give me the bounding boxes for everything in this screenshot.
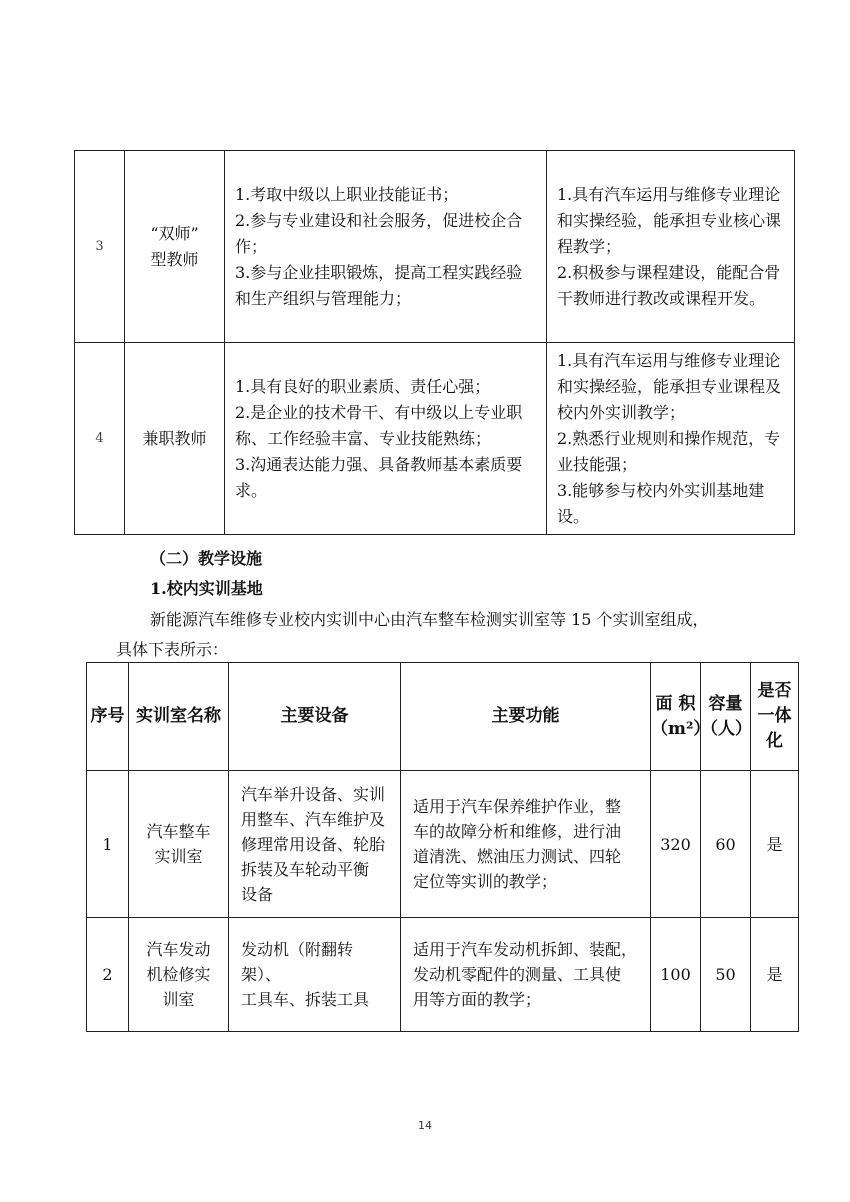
area-value: 320	[651, 771, 701, 918]
intro-paragraph-line: 新能源汽车维修专业校内实训中心由汽车整车检测实训室等 15 个实训室组成，	[150, 610, 709, 629]
equipment-line: 汽车举升设备、实训	[241, 784, 386, 804]
duties-cell	[547, 343, 795, 535]
section-heading: （二）教学设施	[150, 549, 263, 568]
table-row	[87, 918, 799, 1032]
list-item: 3.参与企业挂职锻炼，提高工程实践经验和生产组织与管理能力；	[235, 262, 523, 308]
list-item: 3.能够参与校内外实训基地建设。	[557, 480, 765, 526]
table-header-row	[87, 663, 799, 771]
row-number: 1	[87, 771, 129, 918]
duties-cell	[547, 151, 795, 343]
intro-paragraph-line: 具体下表所示：	[116, 640, 229, 659]
teacher-type	[125, 151, 225, 343]
header-area-line: 面 积	[655, 693, 696, 714]
function-line: 车的故障分析和维修，进行油	[413, 822, 622, 841]
lab-name-line: 机检修实	[146, 965, 211, 984]
list-item: 2.是企业的技术骨干、有中级以上专业职称、工作经验丰富、专业技能熟练；	[235, 402, 523, 448]
equipment-cell	[229, 771, 401, 918]
list-item: 3.沟通表达能力强、具备教师基本素质要求。	[235, 454, 523, 500]
integrated-value: 是	[751, 918, 799, 1032]
row-number: 2	[87, 918, 129, 1032]
function-line: 定位等实训的教学；	[413, 872, 558, 891]
function-cell	[401, 771, 651, 918]
header-integrated	[751, 663, 799, 771]
lab-name	[129, 918, 229, 1032]
list-item: 2.参与专业建设和社会服务，促进校企合作；	[235, 210, 523, 256]
header-equipment: 主要设备	[229, 663, 401, 771]
teacher-type	[125, 343, 225, 535]
list-item: 2.熟悉行业规则和操作规范，专业技能强；	[557, 428, 781, 474]
header-area-line: （m²）	[651, 718, 711, 739]
header-integrated-line: 化	[766, 731, 783, 751]
table-row	[75, 151, 795, 343]
function-line: 适用于汽车保养维护作业，整	[413, 797, 622, 816]
requirements-cell	[225, 151, 547, 343]
training-lab-table	[86, 662, 799, 1032]
function-line: 用等方面的教学；	[413, 990, 542, 1009]
integrated-value: 是	[751, 771, 799, 918]
lab-name	[129, 771, 229, 918]
header-capacity-line: （人）	[701, 718, 752, 739]
page-number: 14	[418, 1119, 432, 1132]
list-item: 1.具有汽车运用与维修专业理论和实操经验，能承担专业课程及校内外实训教学；	[557, 350, 782, 422]
header-name: 实训室名称	[129, 663, 229, 771]
equipment-line: 设备	[241, 884, 274, 904]
capacity-value: 60	[701, 771, 751, 918]
teacher-type-line: 兼职教师	[142, 428, 207, 448]
equipment-cell	[229, 918, 401, 1032]
header-num: 序号	[87, 663, 129, 771]
equipment-line: 发动机（附翻转架）、	[241, 940, 354, 984]
function-line: 适用于汽车发动机拆卸、装配，	[413, 940, 638, 959]
list-item: 2.积极参与课程建设，能配合骨干教师进行教改或课程开发。	[557, 262, 781, 308]
teacher-requirements-table	[74, 150, 795, 535]
header-integrated-line: 一体	[757, 706, 792, 726]
row-number: 4	[75, 343, 125, 535]
list-item: 1.具有汽车运用与维修专业理论和实操经验，能承担专业核心课程教学；	[557, 184, 782, 256]
table-row	[75, 343, 795, 535]
equipment-line: 用整车、汽车维护及	[241, 809, 386, 829]
function-line: 发动机零配件的测量、工具使	[413, 965, 622, 984]
header-capacity-line: 容量	[708, 693, 743, 714]
lab-name-line: 汽车整车	[146, 822, 211, 841]
area-value: 100	[651, 918, 701, 1032]
table-row	[87, 771, 799, 918]
teacher-type-line: “双师”	[150, 223, 199, 243]
subsection-heading: 1.校内实训基地	[150, 579, 263, 598]
header-area	[651, 663, 711, 771]
function-line: 道清洗、燃油压力测试、四轮	[413, 847, 622, 866]
row-number: 3	[75, 151, 125, 343]
equipment-line: 修理常用设备、轮胎	[241, 834, 386, 854]
header-function: 主要功能	[401, 663, 651, 771]
lab-name-line: 训室	[162, 990, 195, 1009]
lab-name-line: 汽车发动	[146, 940, 211, 959]
requirements-cell	[225, 343, 547, 535]
list-item: 1.具有良好的职业素质、责任心强；	[235, 376, 491, 396]
equipment-line: 工具车、拆装工具	[241, 990, 370, 1009]
header-integrated-line: 是否	[757, 681, 792, 701]
capacity-value: 50	[701, 918, 751, 1032]
lab-name-line: 实训室	[154, 847, 203, 866]
teacher-type-line: 型教师	[150, 249, 199, 269]
header-capacity	[701, 663, 751, 771]
equipment-line: 拆装及车轮动平衡	[241, 859, 370, 879]
function-cell	[401, 918, 651, 1032]
list-item: 1.考取中级以上职业技能证书；	[235, 184, 459, 204]
